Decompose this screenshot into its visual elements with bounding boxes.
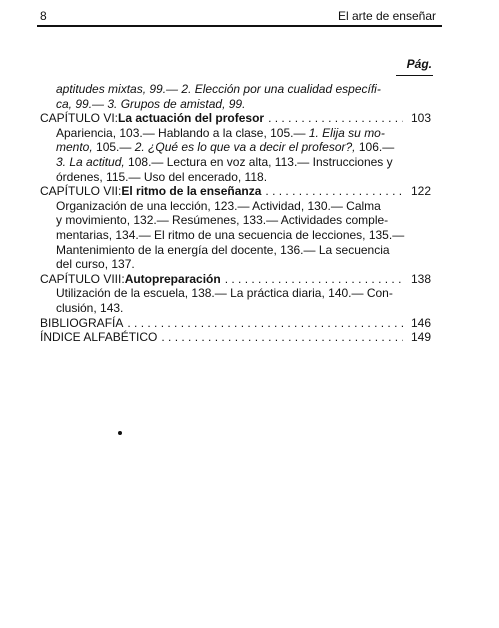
page-number: 8	[40, 9, 47, 23]
page-column-label: Pág.	[406, 57, 432, 71]
toc-text-line: Apariencia, 103.— Hablando a la clase, 105.— 1. Elija su mo-	[56, 125, 385, 140]
section-page-number: 149	[410, 330, 431, 345]
toc-text-line: Mantenimiento de la energía del docente, 136.— La secuencia	[56, 242, 390, 257]
dot-leader	[225, 272, 403, 287]
section-title: BIBLIOGRAFÍA	[40, 315, 124, 330]
running-header	[40, 8, 436, 24]
toc-text-line: 3. La actitud, 108.— Lectura en voz alta, 113.— Instrucciones y	[56, 154, 393, 169]
dot-leader	[161, 330, 403, 345]
dot-leader	[268, 111, 403, 126]
section-title: ÍNDICE ALFABÉTICO	[40, 330, 158, 345]
toc-text-line: ca, 99.— 3. Grupos de amistad, 99.	[56, 96, 246, 111]
chapter-title: Autopreparación	[124, 271, 221, 286]
toc-chapter-heading	[40, 111, 431, 126]
toc-text-line: Utilización de la escuela, 138.— La práctica diaria, 140.— Con-	[56, 286, 393, 301]
toc-entry-indice	[40, 330, 431, 345]
header-rule	[37, 25, 442, 27]
dot-leader	[127, 316, 403, 331]
toc-text-line: aptitudes mixtas, 99.— 2. Elección por una cualidad específi-	[56, 82, 381, 96]
toc-text-line: órdenes, 115.— Uso del encerado, 118.	[56, 169, 268, 184]
toc-text-line: mento, 105.— 2. ¿Qué es lo que va a decir el profesor?, 106.—	[56, 140, 395, 155]
chapter-page-number: 138	[410, 271, 431, 286]
chapter-title: El ritmo de la enseñanza	[121, 184, 262, 199]
toc-entry-chapter-7	[40, 184, 431, 272]
page-column-rule	[396, 75, 433, 76]
toc-continuation	[40, 82, 431, 111]
table-of-contents	[40, 82, 431, 345]
chapter-title: La actuación del profesor	[118, 111, 265, 126]
toc-chapter-heading	[40, 272, 431, 287]
dot-leader	[265, 184, 403, 199]
chapter-prefix: CAPÍTULO VI:	[40, 111, 119, 126]
section-page-number: 146	[410, 315, 431, 330]
toc-text-line: Organización de una lección, 123.— Actividad, 130.— Calma	[56, 198, 381, 213]
toc-chapter-heading	[40, 184, 431, 199]
toc-text-line: y movimiento, 132.— Resúmenes, 133.— Actividades comple-	[56, 213, 389, 228]
book-title: El arte de enseñar	[337, 9, 436, 23]
toc-text-line: clusión, 143.	[56, 300, 124, 315]
chapter-prefix: CAPÍTULO VII:	[40, 184, 122, 199]
chapter-prefix: CAPÍTULO VIII:	[40, 271, 125, 286]
ink-speck	[118, 431, 122, 435]
toc-entry-chapter-6	[40, 111, 431, 184]
toc-entry-chapter-8	[40, 272, 431, 316]
toc-text-line: del curso, 137.	[56, 257, 135, 272]
toc-text-line: mentarias, 134.— El ritmo de una secuencia de lecciones, 135.—	[56, 227, 405, 242]
chapter-page-number: 122	[410, 184, 431, 199]
chapter-page-number: 103	[410, 111, 431, 126]
toc-entry-bibliografia	[40, 316, 431, 331]
